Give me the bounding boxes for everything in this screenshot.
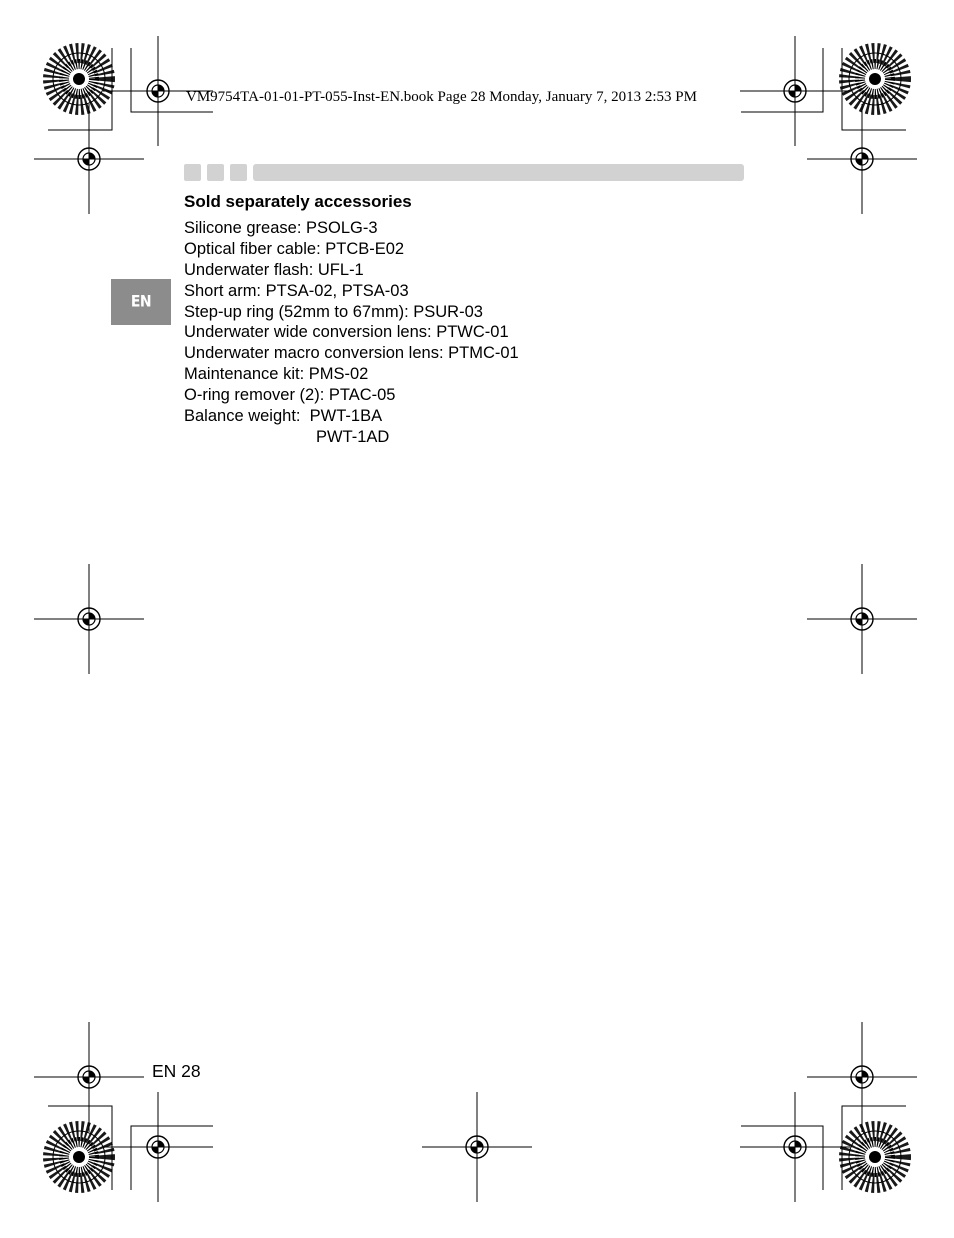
list-item: Underwater flash: UFL-1 [184,260,364,279]
registration-mark-icon [740,1092,850,1202]
section-title: Sold separately accessories [184,192,412,211]
list-item: O-ring remover (2): PTAC-05 [184,386,396,405]
list-item: Optical fiber cable: PTCB-E02 [184,239,405,258]
star-target-icon [53,1131,105,1183]
list-item: Step-up ring (52mm to 67mm): PSUR-03 [184,302,483,321]
list-item: Maintenance kit: PMS-02 [184,365,369,384]
bar-square [230,164,247,181]
registration-mark-icon [807,1022,917,1132]
registration-mark-icon [807,104,917,214]
bar-square [184,164,201,181]
registration-mark-icon [740,36,850,146]
continuation-text: PWT-1AD [316,427,390,446]
print-header: VM9754TA-01-01-PT-055-Inst-EN.book Page 28 Monday, January 7, 2013 2:53 PM [186,89,697,105]
bar-square [207,164,224,181]
star-target-icon [53,53,105,105]
star-target-icon [849,1131,901,1183]
star-target-icon [849,53,901,105]
list-item: Underwater macro conversion lens: PTMC-01 [184,344,519,363]
list-item: Underwater wide conversion lens: PTWC-01 [184,323,509,342]
bar-long [253,164,744,181]
list-item: Silicone grease: PSOLG-3 [184,219,378,237]
list-item: Short arm: PTSA-02, PTSA-03 [184,281,409,300]
registration-mark-icon [807,564,917,674]
registration-mark-icon [34,564,144,674]
registration-mark-icon [34,1022,144,1132]
registration-mark-icon [103,1092,213,1202]
registration-mark-icon [422,1092,532,1202]
list-item-continuation [184,427,519,448]
list-item: Balance weight: PWT-1BA [184,407,383,426]
accessories-list [184,218,519,448]
registration-mark-icon [34,104,144,214]
page-number: EN 28 [152,1061,201,1081]
language-tab: EN [111,279,171,325]
